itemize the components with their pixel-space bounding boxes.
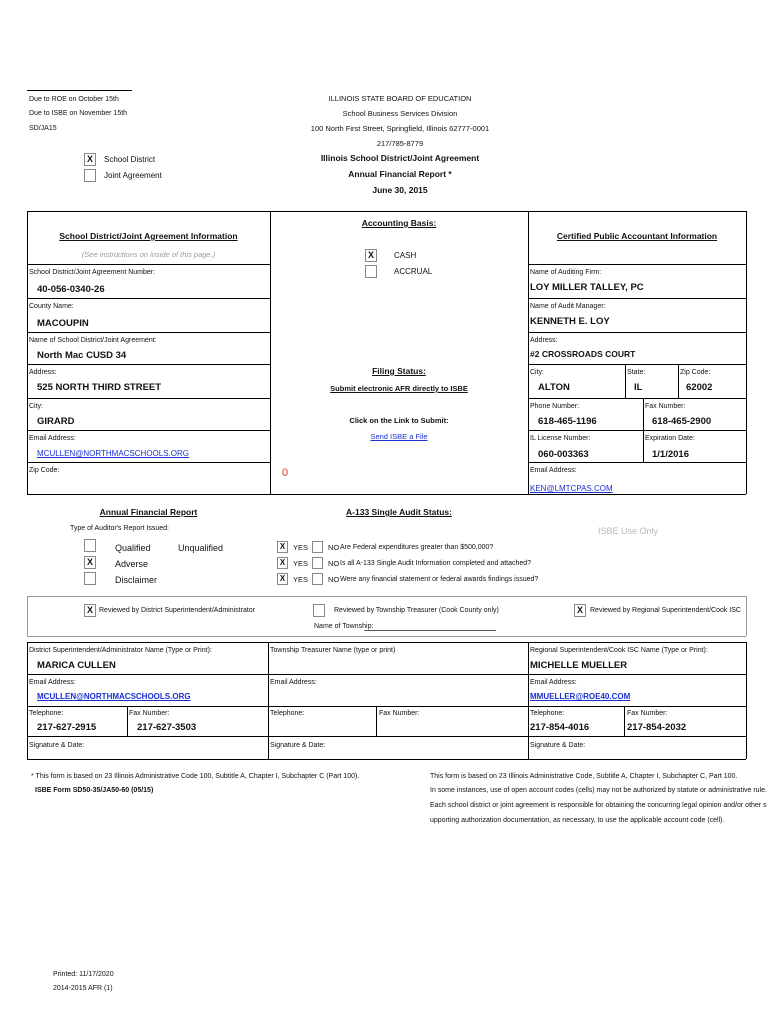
sig-row-line	[27, 706, 746, 707]
audit-question-2: Is all A-133 Single Audit Information completed and attached?	[340, 560, 532, 567]
audit-yes-label: YES	[293, 575, 309, 584]
audit-yes-checkbox-3[interactable]: X	[277, 573, 288, 585]
divider-left	[270, 211, 271, 494]
manager-label: Name of Audit Manager:	[530, 303, 606, 310]
cpa-zip-field[interactable]: 62002	[686, 382, 713, 393]
cpa-fax-field[interactable]: 618-465-2900	[652, 416, 712, 427]
regional-name-field[interactable]: MICHELLE MUELLER	[530, 660, 628, 671]
sig-row-line	[27, 736, 746, 737]
audit-yes-label: YES	[293, 559, 309, 568]
col-line	[127, 706, 128, 736]
sig-right-border	[746, 642, 747, 759]
cpa-address-field[interactable]: #2 CROSSROADS COURT	[530, 349, 636, 359]
regional-review-checkbox[interactable]: X	[574, 604, 586, 617]
agency-name: ILLINOIS STATE BOARD OF EDUCATION	[328, 94, 472, 103]
regional-fax-label: Fax Number:	[627, 710, 668, 717]
license-field[interactable]: 060-003363	[538, 449, 589, 460]
joint-agreement-label: Joint Agreement	[104, 171, 162, 180]
footer-right-line2: In some instances, use of open account codes (cells) may not be authorized by statute or administrative rule.	[430, 787, 767, 794]
disclaimer-checkbox[interactable]	[84, 572, 96, 585]
agency-phone: 217/785-8779	[376, 139, 424, 148]
review-left-border	[27, 596, 28, 636]
report-title: Illinois School District/Joint Agreement	[320, 153, 480, 163]
report-date: June 30, 2015	[372, 185, 428, 195]
manager-field[interactable]: KENNETH E. LOY	[530, 316, 610, 327]
superintendent-phone-label: Telephone:	[29, 710, 64, 717]
firm-label: Name of Auditing Firm:	[530, 269, 602, 276]
row-line	[528, 364, 746, 365]
review-bottom-rule	[27, 636, 746, 637]
district-review-label: Reviewed by District Superintendent/Administrator	[99, 607, 256, 614]
audit-yes-checkbox-1[interactable]: X	[277, 541, 288, 553]
divider-right	[528, 211, 529, 494]
cpa-phone-label: Phone Number:	[530, 403, 580, 410]
district-number-field[interactable]: 40-056-0340-26	[37, 284, 105, 295]
township-review-label: Reviewed by Township Treasurer (Cook County only)	[334, 607, 499, 614]
regional-signature-label: Signature & Date:	[530, 742, 586, 749]
district-review-checkbox[interactable]: X	[84, 604, 96, 617]
treasurer-email-label: Email Address:	[270, 679, 317, 686]
regional-phone-field[interactable]: 217-854-4016	[530, 722, 590, 733]
district-name-label: Name of School District/Joint Agreement:	[29, 337, 157, 344]
license-label: IL License Number:	[530, 435, 591, 442]
form-code: SD/JA15	[29, 125, 57, 132]
treasurer-fax-label: Fax Number:	[379, 710, 420, 717]
district-number-label: School District/Joint Agreement Number:	[29, 269, 156, 276]
row-line	[27, 462, 270, 463]
school-district-label: School District	[104, 155, 156, 164]
accrual-checkbox[interactable]	[365, 265, 377, 278]
township-review-checkbox[interactable]	[313, 604, 325, 617]
printed-date: Printed: 11/17/2020	[53, 971, 114, 978]
expiration-label: Expiration Date:	[645, 435, 695, 442]
isbe-use-only: ISBE Use Only	[597, 526, 659, 536]
audit-no-checkbox-3[interactable]	[312, 573, 323, 585]
cpa-city-field[interactable]: ALTON	[538, 382, 570, 393]
regional-fax-field[interactable]: 217-854-2032	[627, 722, 687, 733]
accounting-basis-title: Accounting Basis:	[361, 218, 437, 228]
section-top-border	[27, 211, 746, 212]
cpa-state-label: State:	[627, 369, 646, 376]
sig-divider-right	[528, 642, 529, 759]
superintendent-phone-field[interactable]: 217-627-2915	[37, 722, 97, 733]
col-line	[625, 364, 626, 398]
report-subtitle: Annual Financial Report *	[348, 169, 452, 179]
regional-name-label: Regional Superintendent/Cook ISC Name (Type or Print):	[530, 647, 708, 654]
col-line	[376, 706, 377, 736]
footer-right-line4: upporting authorization documentation, as necessary, to use the applicable account code (cell).	[430, 817, 725, 824]
cpa-email-label: Email Address:	[530, 467, 577, 474]
regional-review-label: Reviewed by Regional Superintendent/Cook ISC	[590, 607, 741, 614]
section-mid-border	[27, 494, 746, 495]
district-address-label: Address:	[29, 369, 57, 376]
audit-question-3: Were any financial statement or federal awards findings issued?	[340, 576, 539, 583]
col-line	[678, 364, 679, 398]
regional-email-link[interactable]: MMUELLER@ROE40.COM	[530, 692, 631, 701]
district-instructions: (See instructions on inside of this page.)	[81, 250, 216, 259]
disclaimer-label: Disclaimer	[115, 575, 158, 585]
review-right-border	[746, 596, 747, 636]
filing-click-text: Click on the Link to Submit:	[349, 416, 449, 425]
due-roe: Due to ROE on October 15th	[29, 96, 119, 103]
filing-status-title: Filing Status:	[372, 366, 426, 376]
row-line	[528, 332, 746, 333]
single-audit-title: A-133 Single Audit Status:	[346, 507, 452, 517]
superintendent-signature-label: Signature & Date:	[29, 742, 85, 749]
expiration-field[interactable]: 1/1/2016	[652, 449, 689, 460]
footer-note: * This form is based on 23 Illinois Administrative Code 100, Subtitle A, Chapter I, Subchapter C (Part 100).	[31, 773, 360, 780]
row-line	[27, 332, 270, 333]
send-isbe-file-link[interactable]: Send ISBE a File	[370, 432, 428, 441]
treasurer-name-label: Township Treasurer Name (type or print)	[270, 647, 396, 654]
report-type-label: Type of Auditor's Report Issued:	[70, 525, 170, 532]
sig-divider-left	[268, 642, 269, 759]
row-line	[27, 264, 270, 265]
district-city-label: City:	[29, 403, 43, 410]
sig-top-border	[27, 642, 746, 643]
cpa-zip-label: Zip Code:	[680, 369, 711, 376]
firm-field[interactable]: LOY MILLER TALLEY, PC	[530, 282, 644, 293]
agency-address: 100 North First Street, Springfield, Illinois 62777-0001	[310, 124, 490, 133]
county-field[interactable]: MACOUPIN	[37, 318, 89, 329]
district-email-link[interactable]: MCULLEN@NORTHMACSCHOOLS.ORG	[37, 449, 189, 458]
township-name-label: Name of Township:	[314, 623, 374, 630]
regional-phone-label: Telephone:	[530, 710, 565, 717]
audit-no-label: NO	[328, 559, 340, 568]
superintendent-fax-label: Fax Number:	[129, 710, 170, 717]
adverse-checkbox[interactable]: X	[84, 556, 96, 569]
cash-checkbox[interactable]: X	[365, 249, 377, 262]
cpa-fax-label: Fax Number:	[645, 403, 686, 410]
township-name-field[interactable]	[364, 630, 496, 631]
cpa-address-label: Address:	[530, 337, 558, 344]
review-top-rule	[27, 596, 746, 597]
qualified-checkbox[interactable]	[84, 539, 96, 552]
cpa-state-field[interactable]: IL	[634, 382, 643, 393]
regional-email-label: Email Address:	[530, 679, 577, 686]
row-line	[528, 430, 746, 431]
superintendent-name-label: District Superintendent/Administrator Name (Type or Print):	[29, 647, 212, 654]
accrual-label: ACCRUAL	[394, 267, 433, 276]
cpa-city-label: City:	[530, 369, 544, 376]
division-name: School Business Services Division	[342, 109, 458, 118]
sig-row-line	[27, 674, 746, 675]
audit-no-label: NO	[328, 575, 340, 584]
cpa-email-link[interactable]: KEN@LMTCPAS.COM	[530, 484, 613, 493]
row-line	[27, 364, 270, 365]
county-label: County Name:	[29, 303, 74, 310]
row-line	[27, 298, 270, 299]
right-border	[746, 211, 747, 494]
row-line	[528, 398, 746, 399]
cpa-info-title: Certified Public Accountant Information	[556, 231, 718, 241]
qualified-label: Qualified	[115, 543, 151, 553]
treasurer-signature-label: Signature & Date:	[270, 742, 326, 749]
filing-submit-text: Submit electronic AFR directly to ISBE	[330, 384, 468, 393]
footer-right-line1: This form is based on 23 Illinois Administrative Code, Subtitle A, Chapter I, Subchapter C, Part 100.	[430, 773, 738, 780]
sig-bottom-border	[27, 759, 746, 760]
audit-no-checkbox-2[interactable]	[312, 557, 323, 569]
superintendent-email-link[interactable]: MCULLEN@NORTHMACSCHOOLS.ORG	[37, 692, 191, 701]
district-name-field[interactable]: North Mac CUSD 34	[37, 350, 127, 361]
row-line	[27, 398, 270, 399]
row-line	[528, 462, 746, 463]
cpa-phone-field[interactable]: 618-465-1196	[538, 416, 597, 427]
adverse-label: Adverse	[115, 559, 149, 569]
audit-question-1: Are Federal expenditures greater than $500,000?	[340, 544, 494, 551]
audit-no-checkbox-1[interactable]	[312, 541, 323, 553]
district-city-field[interactable]: GIRARD	[37, 416, 75, 427]
audit-yes-checkbox-2[interactable]: X	[277, 557, 288, 569]
superintendent-name-field[interactable]: MARICA CULLEN	[37, 660, 116, 671]
superintendent-fax-field[interactable]: 217-627-3503	[137, 722, 197, 733]
joint-agreement-checkbox[interactable]	[84, 169, 96, 182]
sig-left-border	[27, 642, 28, 759]
audit-yes-label: YES	[293, 543, 309, 552]
form-number: ISBE Form SD50-35/JA50-60 (05/15)	[35, 787, 154, 794]
due-isbe: Due to ISBE on November 15th	[29, 110, 128, 117]
row-line	[528, 264, 746, 265]
district-zip-field[interactable]: 0	[281, 467, 289, 479]
treasurer-phone-label: Telephone:	[270, 710, 305, 717]
district-email-label: Email Address:	[29, 435, 76, 442]
afr-version: 2014-2015 AFR (1)	[53, 985, 113, 992]
cash-label: CASH	[394, 251, 417, 260]
header-rule	[27, 90, 132, 91]
district-address-field[interactable]: 525 NORTH THIRD STREET	[37, 382, 162, 393]
district-info-title: School District/Joint Agreement Information	[59, 231, 238, 241]
row-line	[27, 430, 270, 431]
footer-right-line3: Each school district or joint agreement is responsible for obtaining the concurring legal opinion and/or other s	[430, 802, 767, 809]
annual-report-title: Annual Financial Report	[99, 507, 198, 517]
district-zip-label: Zip Code:	[29, 467, 60, 474]
school-district-checkbox[interactable]: X	[84, 153, 96, 166]
superintendent-email-label: Email Address:	[29, 679, 76, 686]
row-line	[528, 298, 746, 299]
audit-no-label: NO	[328, 543, 340, 552]
col-line	[624, 706, 625, 736]
unqualified-label: Unqualified	[178, 543, 224, 553]
